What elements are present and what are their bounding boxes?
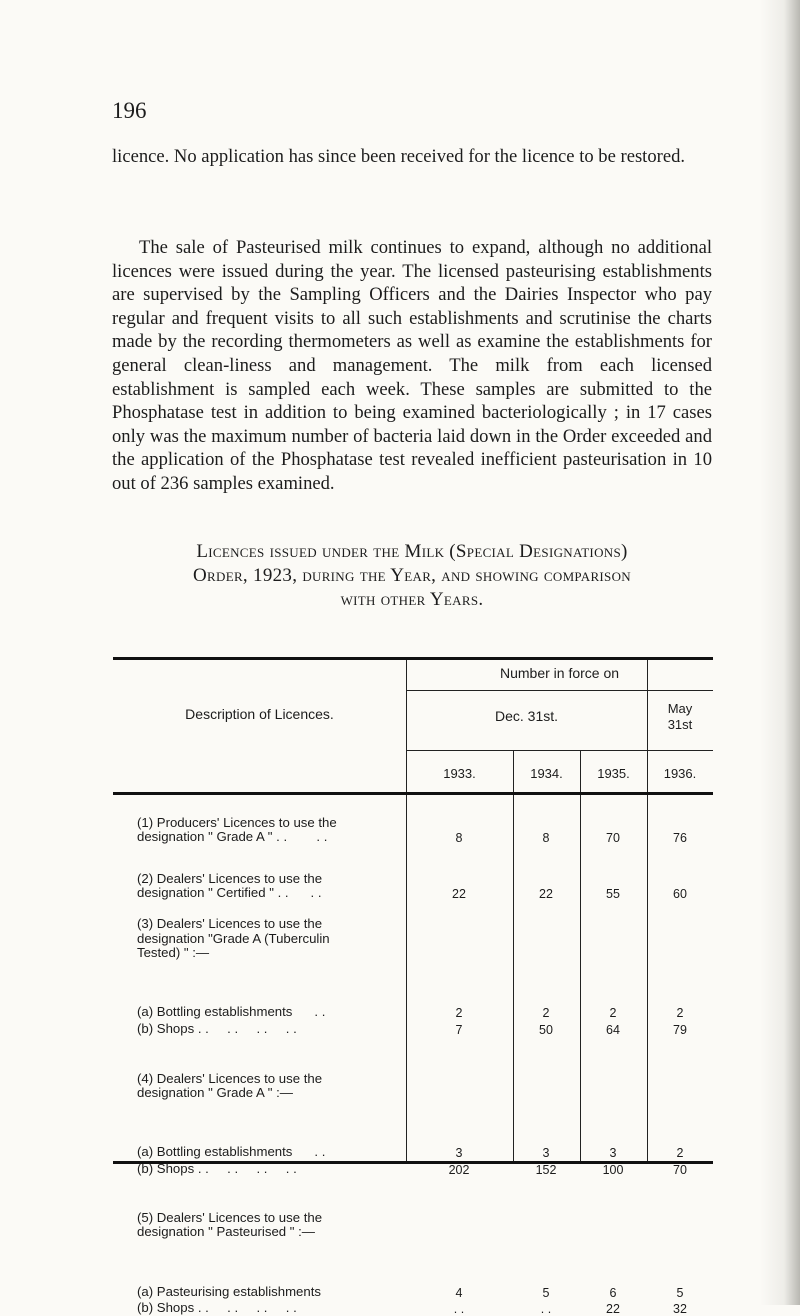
cell-value: 6 xyxy=(609,1286,617,1300)
header-bottom-rule xyxy=(113,792,713,795)
row-description xyxy=(137,1022,392,1036)
cell-value: 4 xyxy=(455,1286,463,1300)
licences-table xyxy=(113,657,713,1316)
header-rule xyxy=(406,690,713,691)
table-heading xyxy=(112,540,712,612)
cell-value: 202 xyxy=(448,1163,470,1177)
row-description-line: Tested) " :— xyxy=(137,945,210,960)
row-description xyxy=(137,917,392,960)
cell-value: 60 xyxy=(673,887,687,901)
row-description xyxy=(137,1285,392,1299)
table-heading-line-1: Licences issued under the Milk (Special Designations) xyxy=(196,541,628,562)
cell-value: 70 xyxy=(673,1163,687,1177)
year-header-1936: 1936. xyxy=(663,766,697,781)
number-in-force-header: Number in force on xyxy=(499,665,620,681)
cell-value: 70 xyxy=(606,831,620,845)
cell-value: 152 xyxy=(535,1163,557,1177)
paragraph-2: The sale of Pasteurised milk continues to expand, although no additional licences were issued during the year. The licensed pasteurising establishments are supervised by the Sampling Officers and the Dairies Inspector who pay regular and frequent visits to all such establishments and scrutinise the charts made by the recording thermometers as well as examine the establishments for general clean-liness and management. The milk from each licensed establishment is sampled each week. These samples are submitted to the Phosphatase test in addition to being examined bacteriologically ; in 17 cases only was the maximum number of bacteria laid down in the Order exceeded and the application of the Phosphatase test revealed inefficient pasteurisation in 10 out of 236 samples examined. xyxy=(112,237,712,494)
year-header-1935: 1935. xyxy=(597,766,630,781)
row-description xyxy=(137,1005,392,1019)
row-description-line: designation " Certified " . . . . xyxy=(137,885,322,900)
table-heading-line-3: with other Years. xyxy=(340,589,484,610)
row-description-line: (a) Bottling establishments . . xyxy=(137,1144,326,1159)
row-description xyxy=(137,1145,392,1159)
cell-value: 22 xyxy=(606,1302,620,1316)
table-col-rule xyxy=(647,660,648,1161)
table-col-rule xyxy=(406,660,407,1161)
row-description-line: (b) Shops . . . . . . . . xyxy=(137,1161,297,1176)
cell-value: 100 xyxy=(602,1163,624,1177)
cell-value: 76 xyxy=(673,831,687,845)
row-description xyxy=(137,872,392,901)
dec-31st-header: Dec. 31st. xyxy=(494,708,559,724)
row-description xyxy=(137,1162,392,1176)
cell-value: 5 xyxy=(542,1286,550,1300)
cell-value: . . xyxy=(453,1302,465,1316)
row-description-line: (b) Shops . . . . . . . . xyxy=(137,1300,297,1315)
cell-value: 2 xyxy=(676,1006,684,1020)
year-header-1934: 1934. xyxy=(530,766,563,781)
row-description xyxy=(137,1211,392,1240)
row-description-line: designation "Grade A (Tuberculin xyxy=(137,930,330,946)
cell-value: 2 xyxy=(609,1006,617,1020)
row-description xyxy=(137,816,392,845)
row-description-line: designation " Grade A " :— xyxy=(137,1085,293,1100)
cell-value: 32 xyxy=(673,1302,687,1316)
cell-value: . . xyxy=(540,1302,552,1316)
cell-value: 3 xyxy=(455,1146,463,1160)
row-description-line: (1) Producers' Licences to use the xyxy=(137,814,337,830)
table-heading-line-2: Order, 1923, during the Year, and showing comparison xyxy=(193,565,631,586)
paragraph-1: licence. No application has since been received for the licence to be restored. xyxy=(112,146,686,167)
cell-value: 8 xyxy=(542,831,550,845)
page-edge-shadow xyxy=(760,0,800,1305)
table-col-rule xyxy=(580,750,581,1161)
header-rule xyxy=(406,750,713,751)
cell-value: 55 xyxy=(606,887,620,901)
row-description-line: designation " Grade A " . . . . xyxy=(137,829,328,844)
cell-value: 64 xyxy=(606,1023,620,1037)
row-description-line: (b) Shops . . . . . . . . xyxy=(137,1021,297,1036)
row-description-line: (2) Dealers' Licences to use the xyxy=(137,870,323,886)
row-description xyxy=(137,1301,392,1315)
table-col-rule xyxy=(513,750,514,1161)
cell-value: 3 xyxy=(609,1146,617,1160)
row-description-line: (4) Dealers' Licences to use the xyxy=(137,1070,323,1086)
year-header-1933: 1933. xyxy=(443,766,476,781)
row-description-line: (5) Dealers' Licences to use the xyxy=(137,1209,323,1225)
may-header-line-2: 31st xyxy=(667,717,693,732)
page-number: 196 xyxy=(112,98,147,123)
row-description-line: (a) Bottling establishments . . xyxy=(137,1004,326,1019)
cell-value: 2 xyxy=(676,1146,684,1160)
cell-value: 50 xyxy=(539,1023,553,1037)
description-header: Description of Licences. xyxy=(185,706,334,722)
row-description-line: (a) Pasteurising establishments xyxy=(137,1284,321,1299)
cell-value: 3 xyxy=(542,1146,550,1160)
row-description xyxy=(137,1072,392,1101)
cell-value: 5 xyxy=(676,1286,684,1300)
row-description-line: (3) Dealers' Licences to use the xyxy=(137,916,323,932)
row-description-line: designation " Pasteurised " :— xyxy=(137,1224,315,1239)
cell-value: 7 xyxy=(455,1023,463,1037)
may-header-line-1: May xyxy=(667,701,693,716)
cell-value: 22 xyxy=(452,887,466,901)
cell-value: 79 xyxy=(673,1023,687,1037)
cell-value: 22 xyxy=(539,887,553,901)
cell-value: 8 xyxy=(455,831,463,845)
cell-value: 2 xyxy=(455,1006,463,1020)
cell-value: 2 xyxy=(542,1006,550,1020)
